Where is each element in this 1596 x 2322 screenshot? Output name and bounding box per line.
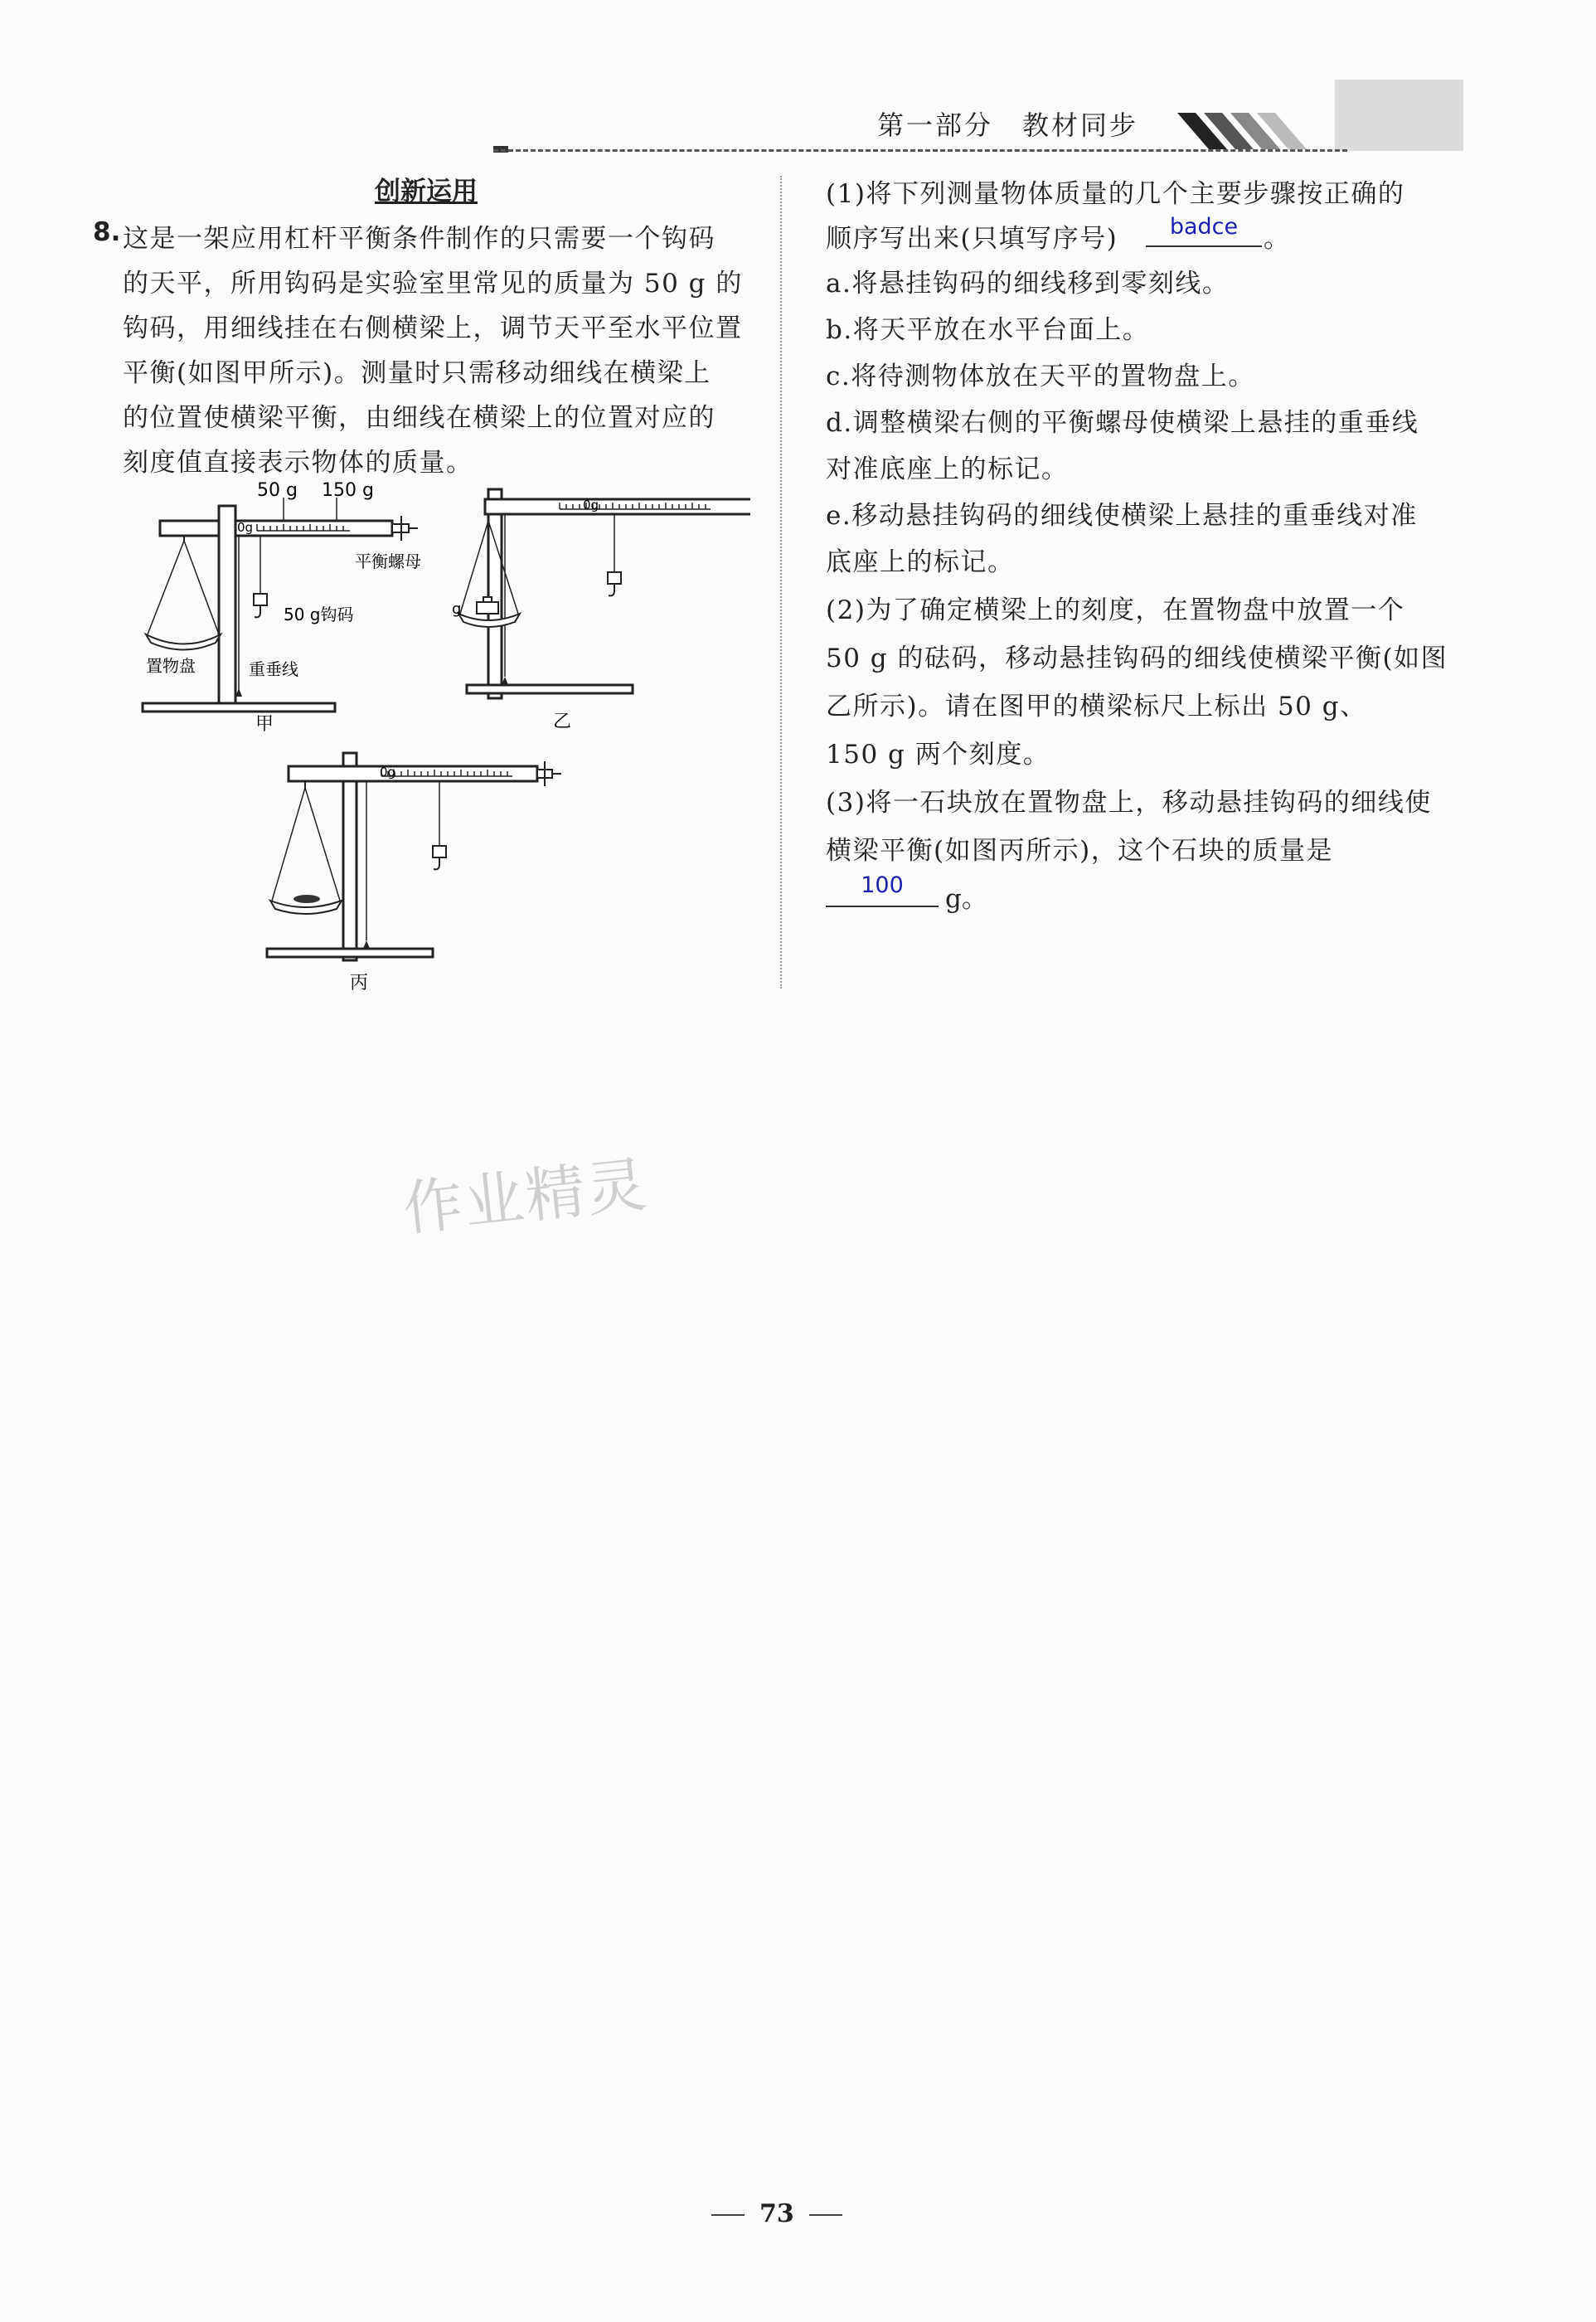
figure-yi — [452, 473, 750, 738]
part1-line2: 顺序写出来(只填写序号) — [826, 224, 1118, 254]
step-e: e.移动悬挂钩码的细线使横梁上悬挂的重垂线对准 — [826, 501, 1418, 531]
step-c: c.将待测物体放在天平的置物盘上。 — [826, 362, 1255, 391]
label-pan: 置物盘 — [146, 656, 196, 676]
answer-order: badce — [1169, 214, 1239, 240]
label-50g: 50 g — [257, 480, 298, 501]
column-divider — [780, 176, 782, 989]
label-150g: 150 g — [322, 480, 374, 501]
intro-line: 平衡(如图甲所示)。测量时只需移动细线在横梁上 — [123, 358, 711, 388]
label-zero: 0g — [237, 520, 254, 535]
intro-line: 的位置使横梁平衡，由细线在横梁上的位置对应的 — [123, 403, 716, 433]
intro-line: 刻度值直接表示物体的质量。 — [123, 448, 473, 478]
part2-line: (2)为了确定横梁上的刻度，在置物盘中放置一个 — [826, 595, 1405, 625]
part1-line1: (1)将下列测量物体质量的几个主要步骤按正确的 — [826, 179, 1405, 209]
step-e-cont: 底座上的标记。 — [826, 547, 1015, 577]
part2-line: 50 g 的砝码，移动悬挂钩码的细线使横梁平衡(如图 — [826, 644, 1448, 673]
step-a: a.将悬挂钩码的细线移到零刻线。 — [826, 269, 1230, 299]
figure-jia — [133, 473, 431, 738]
step-d-cont: 对准底座上的标记。 — [826, 454, 1069, 484]
section-title: 创新运用 — [375, 177, 478, 206]
answer-underline — [826, 906, 939, 907]
step-d: d.调整横梁右侧的平衡螺母使横梁上悬挂的重垂线 — [826, 408, 1419, 438]
part3-line2: 横梁平衡(如图丙所示)，这个石块的质量是 — [826, 836, 1334, 866]
figure-caption: 丙 — [350, 973, 369, 993]
label-plumb: 重垂线 — [249, 659, 298, 679]
watermark: 作业精灵 — [400, 1149, 652, 1245]
answer-underline — [1146, 245, 1262, 247]
part2-line: 乙所示)。请在图甲的横梁标尺上标出 50 g、 — [826, 692, 1367, 721]
page-number: 73 — [759, 2199, 794, 2228]
intro-line: 钩码，用细线挂在右侧横梁上，调节天平至水平位置 — [123, 313, 743, 343]
label-weight: g — [452, 600, 462, 618]
intro-line: 这是一架应用杠杆平衡条件制作的只需要一个钩码 — [123, 224, 716, 254]
part3-line1: (3)将一石块放在置物盘上，移动悬挂钩码的细线使 — [826, 788, 1432, 818]
part1-line2-end: 。 — [1264, 224, 1289, 254]
step-b: b.将天平放在水平台面上。 — [826, 315, 1150, 345]
figure-bing — [265, 746, 564, 1003]
label-zero: 0g — [583, 498, 599, 512]
header-decor-box — [1335, 80, 1463, 151]
answer-unit: g。 — [945, 884, 987, 914]
figure-caption: 甲 — [255, 714, 274, 735]
intro-line: 的天平，所用钩码是实验室里常见的质量为 50 g 的 — [123, 269, 743, 299]
figure-caption: 乙 — [553, 712, 572, 732]
header-title: 第一部分 教材同步 — [877, 109, 1139, 141]
label-zero: 0g — [380, 765, 396, 780]
footer-dash-right — [809, 2214, 842, 2216]
answer-mass: 100 — [861, 872, 904, 898]
footer-dash-left — [711, 2214, 745, 2216]
part2-line: 150 g 两个刻度。 — [826, 740, 1050, 770]
header-stripes-decor — [1177, 113, 1343, 154]
label-hook: 50 g钩码 — [284, 605, 354, 624]
question-number: 8. — [93, 217, 121, 247]
label-nut: 平衡螺母 — [355, 551, 421, 571]
header-dashed-line — [493, 149, 1347, 152]
